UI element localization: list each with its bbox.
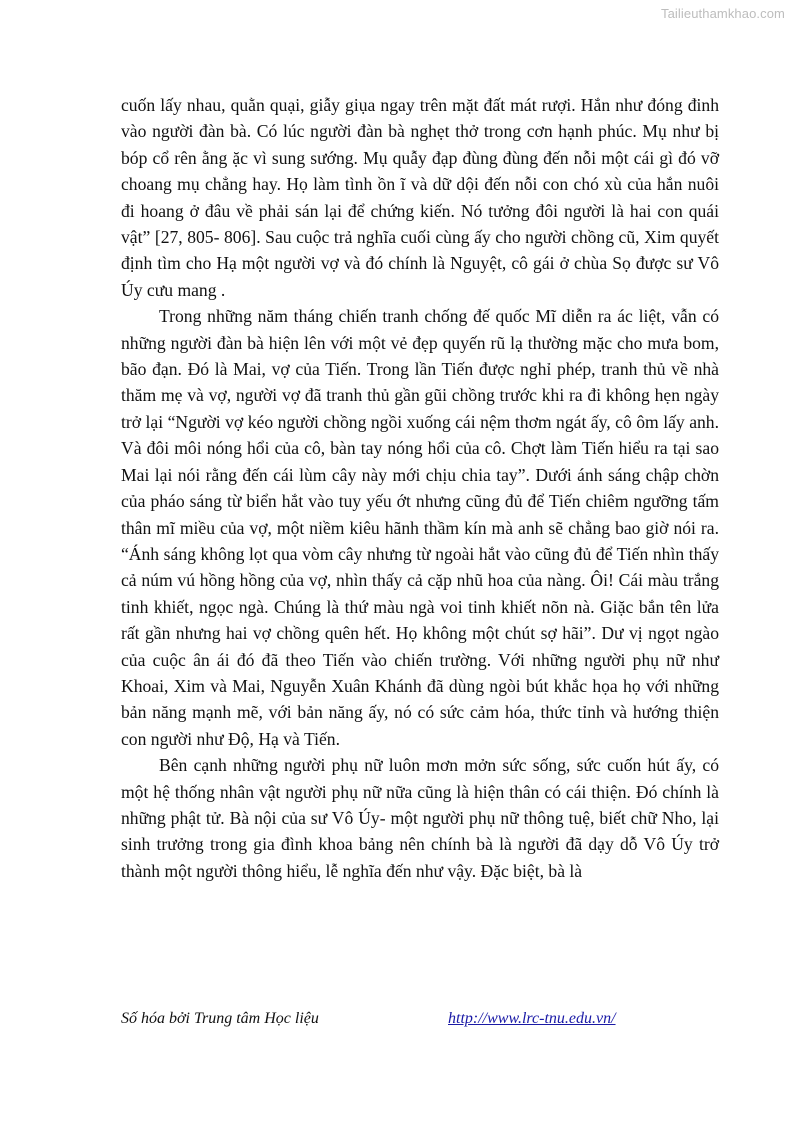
- footer-url-link[interactable]: http://www.lrc-tnu.edu.vn/: [448, 1010, 616, 1027]
- paragraph-3: Bên cạnh những người phụ nữ luôn mơn mởn sức sống, sức cuốn hút ấy, có một hệ thống nhân vật người phụ nữ nữa cũng là hiện thân có cái thiện. Đó chính là những phật tử. Bà nội của sư Vô Úy- một người phụ nữ thông tuệ, biết chữ Nho, lại sinh trưởng trong gia đình khoa bảng nên chính bà là người đã dạy dỗ Vô Úy trở thành một người thông hiểu, lễ nghĩa đến như vậy. Đặc biệt, bà là: [121, 755, 719, 881]
- paragraph-2: Trong những năm tháng chiến tranh chống đế quốc Mĩ diễn ra ác liệt, vẫn có những người đàn bà hiện lên với một vẻ đẹp quyến rũ lạ thường mặc cho mưa bom, bão đạn. Đó là Mai, vợ của Tiến. Trong lần Tiến được nghỉ phép, tranh thủ về nhà thăm mẹ và vợ, người vợ đã tranh thủ gần gũi chồng trước khi ra đi không hẹn ngày trở lại “Người vợ kéo người chồng ngồi xuống cái nệm thơm ngát ấy, cô ôm lấy anh. Và đôi môi nóng hổi của cô, bàn tay nóng hổi của cô. Chợt làm Tiến hiểu ra tại sao Mai lại nói rằng đến cái lùm cây này mới chịu chia tay”. Dưới ánh sáng chập chờn của pháo sáng từ biển hắt vào tuy yếu ớt nhưng cũng đủ để Tiến chiêm ngưỡng tấm thân mĩ miều của vợ, một niềm kiêu hãnh thầm kín mà anh sẽ chẳng bao giờ nói ra. “Ánh sáng không lọt qua vòm cây nhưng từ ngoài hắt vào cũng đủ để Tiến nhìn thấy cả núm vú hồng hồng của vợ, nhìn thấy cả cặp nhũ hoa của nàng. Ôi! Cái màu trắng tinh khiết, ngọc ngà. Chúng là thứ màu ngà voi tinh khiết nõn nà. Giặc bắn tên lửa rất gần nhưng hai vợ chồng quên hết. Họ không một chút sợ hãi”. Dư vị ngọt ngào của cuộc ân ái đó đã theo Tiến vào chiến trường. Với những người phụ nữ như Khoai, Xim và Mai, Nguyễn Xuân Khánh đã dùng ngòi bút khắc họa họ với những bản năng mạnh mẽ, với bản năng ấy, nó có sức cảm hóa, thức tỉnh và hướng thiện con người như Độ, Hạ và Tiến.: [121, 306, 719, 749]
- watermark-text: Tailieuthamkhao.com: [660, 6, 785, 21]
- paragraph-1: cuốn lấy nhau, quằn quại, giẫy giụa ngay trên mặt đất mát rượi. Hắn như đóng đinh vào người đàn bà. Có lúc người đàn bà nghẹt thở trong cơn hạnh phúc. Mụ như bị bóp cổ rên ằng ặc vì sung sướng. Mụ quẫy đạp đùng đùng đến nỗi một cái gì đó vỡ choang mụ chẳng hay. Họ làm tình ồn ĩ và dữ dội đến nỗi con chó xù của hắn nuôi đi hoang ở đâu về phải sán lại để chứng kiến. Nó tưởng đôi người là hai con quái vật” [27, 805- 806]. Sau cuộc trả nghĩa cuối cùng ấy cho người chồng cũ, Xim quyết định tìm cho Hạ một người vợ và đó chính là Nguyệt, cô gái ở chùa Sọ được sư Vô Úy cưu mang .: [121, 95, 719, 300]
- footer-digitized-by: Số hóa bởi Trung tâm Học liệu: [121, 1010, 319, 1027]
- document-body: [121, 92, 719, 884]
